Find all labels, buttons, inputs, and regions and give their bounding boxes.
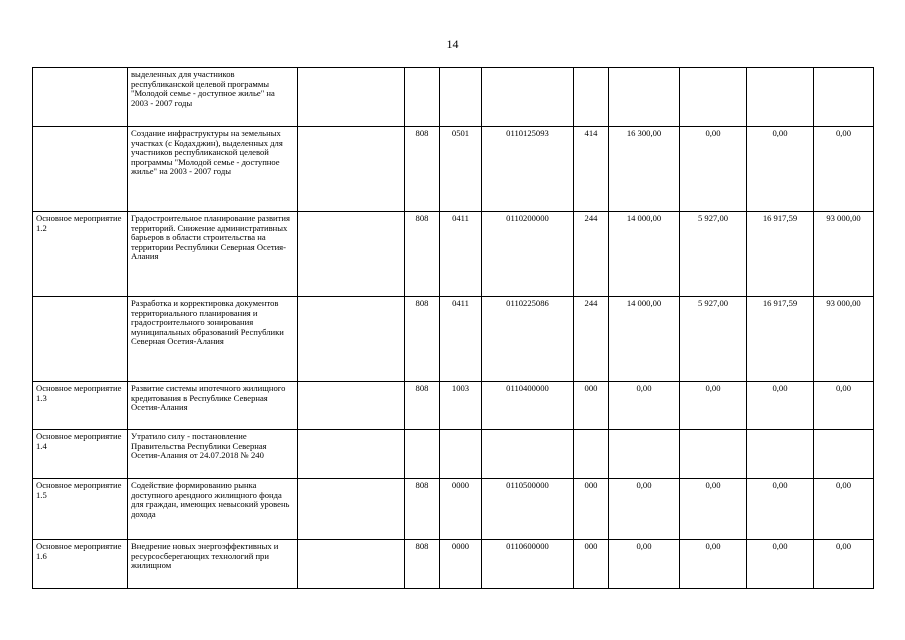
measure-name-cell: Утратило силу - постановление Правительства Республики Северная Осетия-Алания от 24.07.2018 № 240 xyxy=(128,430,298,479)
measure-name-cell: Градостроительное планирование развития территорий. Снижение административных барьеров в области строительства на территории Республики Северная Осетия-Алания xyxy=(128,212,298,297)
measure-name-cell: Содействие формированию рынка доступного арендного жилищного фонда для граждан, имеющих невысокий уровень дохода xyxy=(128,479,298,540)
amount-3-cell xyxy=(747,430,814,479)
status-cell: Основное мероприятие 1.5 xyxy=(33,479,128,540)
amount-3-cell: 0,00 xyxy=(747,479,814,540)
executor-cell xyxy=(298,382,405,430)
grbs-cell: 808 xyxy=(405,297,440,382)
csr-cell: 0110225086 xyxy=(482,297,574,382)
amount-3-cell: 0,00 xyxy=(747,540,814,589)
table-row xyxy=(33,297,874,382)
amount-4-cell: 0,00 xyxy=(814,479,874,540)
status-cell: Основное мероприятие 1.2 xyxy=(33,212,128,297)
csr-cell: 0110200000 xyxy=(482,212,574,297)
grbs-cell: 808 xyxy=(405,127,440,212)
table-row xyxy=(33,68,874,127)
amount-1-cell: 0,00 xyxy=(609,382,680,430)
executor-cell xyxy=(298,212,405,297)
measure-name-cell: Создание инфраструктуры на земельных участках (с Кодахджин), выделенных для участников республиканской целевой программы "Молодой семье - доступное жилье" на 2003 - 2007 годы xyxy=(128,127,298,212)
amount-2-cell: 0,00 xyxy=(680,479,747,540)
status-cell xyxy=(33,68,128,127)
measure-name-cell: Разработка и корректировка документов территориального планирования и градостроительного зонирования муниципальных образований Республики Северная Осетия-Алания xyxy=(128,297,298,382)
amount-1-cell: 0,00 xyxy=(609,479,680,540)
rzpr-cell: 0411 xyxy=(440,297,482,382)
table-row xyxy=(33,540,874,589)
amount-1-cell: 14 000,00 xyxy=(609,212,680,297)
amount-4-cell: 93 000,00 xyxy=(814,297,874,382)
vr-cell: 000 xyxy=(574,382,609,430)
rzpr-cell: 1003 xyxy=(440,382,482,430)
rzpr-cell: 0501 xyxy=(440,127,482,212)
amount-4-cell: 0,00 xyxy=(814,127,874,212)
amount-3-cell: 0,00 xyxy=(747,127,814,212)
vr-cell: 244 xyxy=(574,297,609,382)
amount-3-cell xyxy=(747,68,814,127)
csr-cell: 0110600000 xyxy=(482,540,574,589)
vr-cell xyxy=(574,68,609,127)
csr-cell: 0110500000 xyxy=(482,479,574,540)
table-row xyxy=(33,430,874,479)
status-cell xyxy=(33,297,128,382)
csr-cell xyxy=(482,68,574,127)
amount-4-cell xyxy=(814,430,874,479)
csr-cell xyxy=(482,430,574,479)
csr-cell: 0110125093 xyxy=(482,127,574,212)
vr-cell: 000 xyxy=(574,540,609,589)
measure-name-cell: Развитие системы ипотечного жилищного кредитования в Республике Северная Осетия-Алания xyxy=(128,382,298,430)
status-cell: Основное мероприятие 1.6 xyxy=(33,540,128,589)
amount-1-cell xyxy=(609,68,680,127)
grbs-cell xyxy=(405,430,440,479)
table-row xyxy=(33,382,874,430)
page-number: 14 xyxy=(446,37,459,51)
amount-4-cell: 93 000,00 xyxy=(814,212,874,297)
grbs-cell: 808 xyxy=(405,540,440,589)
rzpr-cell: 0000 xyxy=(440,540,482,589)
grbs-cell: 808 xyxy=(405,212,440,297)
vr-cell: 244 xyxy=(574,212,609,297)
executor-cell xyxy=(298,479,405,540)
measure-name-cell: Внедрение новых энергоэффективных и ресурсосберегающих технологий при жилищном xyxy=(128,540,298,589)
amount-2-cell: 0,00 xyxy=(680,540,747,589)
status-cell: Основное мероприятие 1.3 xyxy=(33,382,128,430)
amount-1-cell: 14 000,00 xyxy=(609,297,680,382)
csr-cell: 0110400000 xyxy=(482,382,574,430)
executor-cell xyxy=(298,68,405,127)
vr-cell xyxy=(574,430,609,479)
status-cell: Основное мероприятие 1.4 xyxy=(33,430,128,479)
rzpr-cell: 0000 xyxy=(440,479,482,540)
table-row xyxy=(33,212,874,297)
table-row xyxy=(33,479,874,540)
amount-2-cell: 0,00 xyxy=(680,382,747,430)
amount-1-cell xyxy=(609,430,680,479)
amount-3-cell: 16 917,59 xyxy=(747,297,814,382)
executor-cell xyxy=(298,430,405,479)
executor-cell xyxy=(298,297,405,382)
vr-cell: 000 xyxy=(574,479,609,540)
amount-2-cell xyxy=(680,430,747,479)
measure-name-cell: выделенных для участников республиканской целевой программы "Молодой семье - доступное жилье" на 2003 - 2007 годы xyxy=(128,68,298,127)
amount-4-cell: 0,00 xyxy=(814,382,874,430)
budget-table xyxy=(32,67,874,589)
grbs-cell: 808 xyxy=(405,382,440,430)
status-cell xyxy=(33,127,128,212)
amount-2-cell: 0,00 xyxy=(680,127,747,212)
executor-cell xyxy=(298,127,405,212)
amount-3-cell: 0,00 xyxy=(747,382,814,430)
vr-cell: 414 xyxy=(574,127,609,212)
executor-cell xyxy=(298,540,405,589)
amount-2-cell xyxy=(680,68,747,127)
grbs-cell xyxy=(405,68,440,127)
amount-2-cell: 5 927,00 xyxy=(680,212,747,297)
rzpr-cell xyxy=(440,68,482,127)
rzpr-cell: 0411 xyxy=(440,212,482,297)
amount-3-cell: 16 917,59 xyxy=(747,212,814,297)
amount-4-cell: 0,00 xyxy=(814,540,874,589)
amount-4-cell xyxy=(814,68,874,127)
amount-2-cell: 5 927,00 xyxy=(680,297,747,382)
rzpr-cell xyxy=(440,430,482,479)
table-row xyxy=(33,127,874,212)
amount-1-cell: 16 300,00 xyxy=(609,127,680,212)
amount-1-cell: 0,00 xyxy=(609,540,680,589)
grbs-cell: 808 xyxy=(405,479,440,540)
